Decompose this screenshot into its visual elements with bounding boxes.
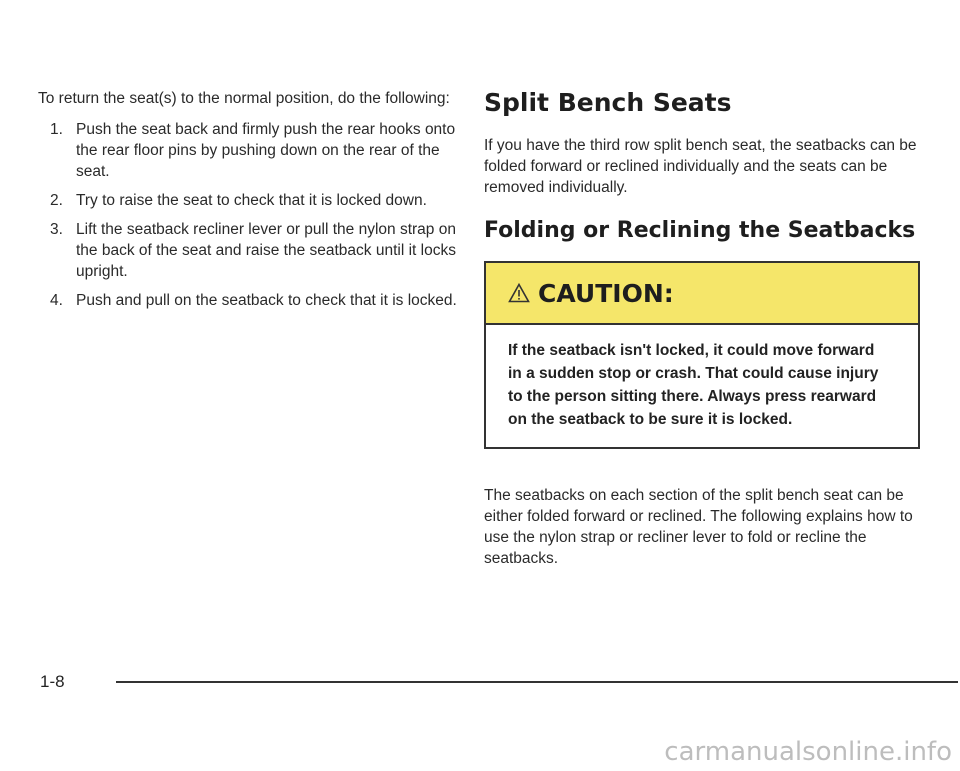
caution-title: CAUTION: [538,278,674,308]
caution-box [484,261,920,449]
return-seat-steps [38,119,458,311]
return-seat-intro: To return the seat(s) to the normal position, do the following: [38,90,450,107]
step-text: Push and pull on the seatback to check that it is locked. [76,292,457,309]
step-item [38,290,458,311]
left-column [38,88,458,319]
step-text: Push the seat back and firmly push the rear hooks onto the rear floor pins by pushing down on the rear of the seat. [76,121,456,180]
step-item [38,190,458,211]
step-number: 3. [50,221,63,238]
step-number: 1. [50,121,63,138]
step-item [38,219,458,282]
right-column [484,88,924,589]
seatbacks-paragraph: The seatbacks on each section of the split bench seat can be either folded forward or reclined. The following explains how to use the nylon strap or recliner lever to fold or recline the seatbacks. [484,487,913,567]
step-number: 4. [50,292,63,309]
step-number: 2. [50,192,63,209]
step-text: Try to raise the seat to check that it is locked down. [76,192,427,209]
step-text: Lift the seatback recliner lever or pull the nylon strap on the back of the seat and raise the seatback until it locks upright. [76,221,456,280]
caution-text: If the seatback isn't locked, it could move forward in a sudden stop or crash. That could cause injury to the person sitting there. Always press rearward on the seatback to be sure it is locked. [508,342,879,428]
section-heading: Split Bench Seats [484,88,732,117]
split-bench-intro: If you have the third row split bench seat, the seatbacks can be folded forward or reclined individually and the seats can be removed individually. [484,137,917,196]
step-item [38,119,458,182]
warning-triangle-icon [508,283,530,303]
caution-header [486,263,918,325]
page-number: 1-8 [40,672,65,691]
footer-rule [116,681,958,683]
subsection-heading: Folding or Reclining the Seatbacks [484,218,916,243]
page-footer [40,672,920,692]
watermark: carmanualsonline.info [664,737,952,767]
